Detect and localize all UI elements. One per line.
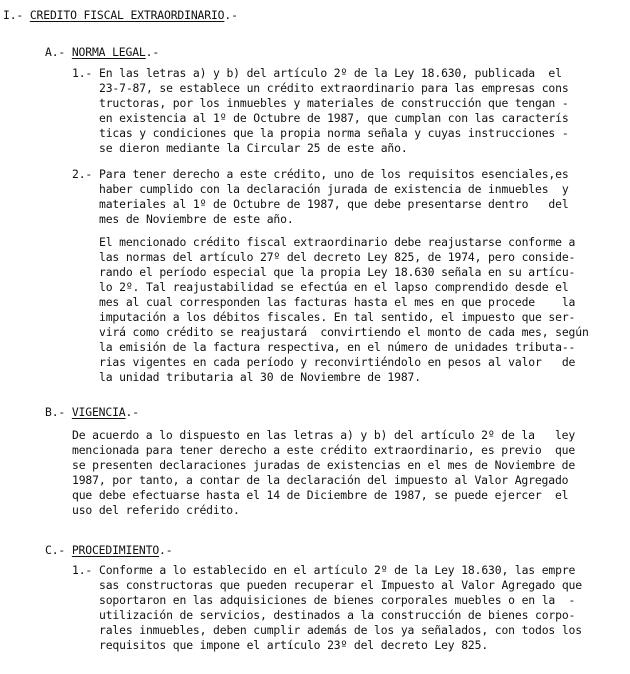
item-a2-paragraph-line: El mencionado crédito fiscal extraordinario debe reajustarse conforme a	[99, 235, 576, 249]
item-c1-line: utilización de servicios, destinados a la construcción de bienes corpo-	[99, 608, 576, 622]
item-c1-line: rales inmuebles, deben cumplir además de los ya señalados, con todos los	[99, 623, 582, 637]
section-a-letter: A.-	[45, 45, 66, 59]
item-c1-number: 1.-	[72, 563, 93, 577]
item-a1-line: ticas y condiciones que la propia norma señala y cuyas instrucciones -	[99, 126, 569, 140]
section-c-suffix: .-	[159, 543, 173, 557]
section-b-suffix: .-	[125, 405, 139, 419]
section-b-line: que debe efectuarse hasta el 14 de Diciembre de 1987, se puede ejercer el	[72, 488, 569, 502]
item-a2-line: haber cumplido con la declaración jurada de existencia de inmuebles y	[99, 182, 569, 196]
main-heading-title: CREDITO FISCAL EXTRAORDINARIO	[29, 8, 225, 22]
section-c-heading	[45, 543, 172, 558]
item-a2-paragraph-line: las normas del artículo 27º del decreto Ley 825, de 1974, pero conside-	[99, 250, 576, 264]
item-c1-line: soportaron en las adquisiciones de bienes corporales muebles o en la -	[99, 593, 576, 607]
item-c1-line: sas constructoras que pueden recuperar el Impuesto al Valor Agregado que	[99, 578, 582, 592]
item-c1-line: requisitos que impone el artículo 23º del decreto Ley 825.	[99, 638, 489, 652]
item-a2-line: materiales al 1º de Octubre de 1987, que debe presentarse dentro del	[99, 197, 569, 211]
item-a1-line: 23-7-87, se establece un crédito extraordinario para las empresas cons	[99, 81, 569, 95]
section-b-line: uso del referido crédito.	[72, 503, 240, 517]
item-a2-paragraph-line: imputación a los débitos fiscales. En tal sentido, el impuesto que ser-	[99, 310, 576, 324]
section-b-heading	[45, 405, 139, 420]
item-a2-line: Para tener derecho a este crédito, uno de los requisitos esenciales,es	[99, 167, 569, 181]
main-heading	[3, 8, 238, 23]
item-a1-line: tructoras, por los inmuebles y materiales de construcción que tengan -	[99, 96, 569, 110]
item-a2-paragraph-line: rando el período especial que la propia Ley 18.630 señala en su artícu-	[99, 265, 576, 279]
section-b-line: mencionada para tener derecho a este crédito extraordinario, es previo que	[72, 443, 576, 457]
item-a2-number: 2.-	[72, 167, 93, 181]
item-a2-paragraph-line: virá como crédito se reajustará convirtiendo el monto de cada mes, según	[99, 325, 589, 339]
main-heading-number: I.-	[3, 8, 24, 22]
item-a2-line: mes de Noviembre de este año.	[99, 212, 294, 226]
item-c1-line: Conforme a lo establecido en el artículo 2º de la Ley 18.630, las empre	[99, 563, 576, 577]
item-a2-paragraph-line: la unidad tributaria al 30 de Noviembre de 1987.	[99, 370, 421, 384]
item-a2-paragraph-line: la emisión de la factura respectiva, en el número de unidades tributa--	[99, 340, 576, 354]
section-a-title: NORMA LEGAL	[71, 45, 146, 59]
section-a-suffix: .-	[145, 45, 160, 59]
main-heading-suffix: .-	[224, 8, 238, 22]
item-a1-number: 1.-	[72, 66, 93, 80]
item-a1-line: se dieron mediante la Circular 25 de este año.	[99, 141, 408, 155]
section-b-letter: B.-	[45, 405, 66, 419]
item-a2-paragraph-line: rias vigentes en cada período y reconvirtiéndolo en pesos al valor de	[99, 355, 576, 369]
section-b-line: De acuerdo a lo dispuesto en las letras a) y b) del artículo 2º de la ley	[72, 428, 576, 442]
section-b-line: se presenten declaraciones juradas de existencias en el mes de Noviembre de	[72, 458, 576, 472]
section-b-title: VIGENCIA	[71, 405, 126, 419]
section-a-heading	[45, 45, 159, 60]
section-c-title: PROCEDIMIENTO	[71, 543, 160, 557]
section-c-letter: C.-	[45, 543, 66, 557]
section-b-line: 1987, por tanto, a contar de la declaración del impuesto al Valor Agregado	[72, 473, 569, 487]
item-a2-paragraph-line: mes al cual corresponden las facturas hasta el mes en que procede la	[99, 295, 576, 309]
item-a1-line: en existencia al 1º de Octubre de 1987, que cumplan con las caracterís	[99, 111, 569, 125]
item-a1-line: En las letras a) y b) del artículo 2º de la Ley 18.630, publicada el	[99, 66, 562, 80]
item-a2-paragraph-line: lo 2º. Tal reajustabilidad se efectúa en el lapso comprendido desde el	[99, 280, 569, 294]
